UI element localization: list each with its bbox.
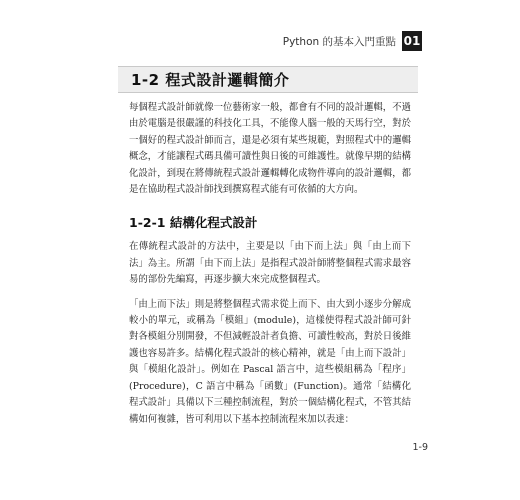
subsection-paragraph-1: 在傳統程式設計的方法中，主要是以「由下而上法」與「由上而下法」為主。所謂「由下而上法」是指程式設計師將整個程式需求最容易的部份先編寫，再逐步擴大來完成整個程式。 xyxy=(129,241,411,286)
subsection-title: 1-2-1 結構化程式設計 xyxy=(129,215,258,231)
section-heading-bar xyxy=(118,66,418,93)
page-number: 1-9 xyxy=(412,442,428,453)
chapter-number-badge: 01 xyxy=(402,31,422,51)
subsection-paragraph-2: 「由上而下法」則是將整個程式需求從上而下、由大到小逐步分解成較小的單元，或稱為「模組」(module)，這樣使得程式設計師可針對各模組分別開發，不但減輕設計者負擔、可讀性較高，對於日後維護也容易許多。結構化程式設計的核心精神，就是「由上而下設計」與「模組化設計」。例如在 Pascal 語言中，這些模組稱為「程序」(Procedure)，C 語言中稱為「函數」(Function)。通常「結構化程式設計」具備以下三種控制流程，對於一個結構化程式，不管其結構如何複雜，皆可利用以下基本控制流程來加以表達： xyxy=(129,298,411,425)
running-header-title: Python 的基本入門重點 xyxy=(282,35,396,48)
page-body xyxy=(129,100,411,428)
running-header xyxy=(283,30,520,52)
section-intro-paragraph: 每個程式設計師就像一位藝術家一般，都會有不同的設計邏輯，不過由於電腦是很嚴謹的科技化工具，不能像人腦一般的天馬行空，對於一個好的程式設計師而言，還是必須有某些規範，對照程式中的邏輯概念，才能讓程式碼具備可讀性與日後的可維護性。就像早期的結構化設計，到現在將傳統程式設計邏輯轉化成物件導向的設計邏輯，都是在協助程式設計師找到撰寫程式能有可依循的大方向。 xyxy=(129,102,411,196)
section-title: 1-2 程式設計邏輯簡介 xyxy=(131,71,290,89)
header-spacer xyxy=(422,41,520,42)
